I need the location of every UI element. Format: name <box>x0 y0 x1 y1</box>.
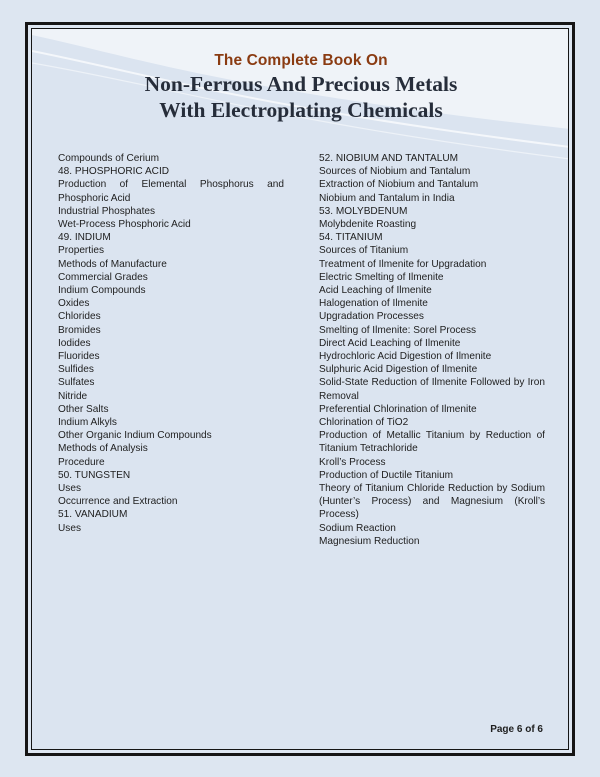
contents-item: (Hunter’s Process) and Magnesium (Kroll’s Process) <box>319 496 545 521</box>
contents-item: Uses <box>58 522 81 534</box>
contents-item: Electric Smelting of Ilmenite <box>319 271 444 283</box>
contents-item: Niobium and Tantalum in India <box>319 192 455 204</box>
contents-item: Extraction of Niobium and Tantalum <box>319 179 479 191</box>
contents-item: Compounds of Cerium <box>58 153 159 164</box>
contents-item: Commercial Grades <box>58 271 148 283</box>
contents-item: Indium Alkyls <box>58 417 117 429</box>
chapter-heading: 51. VANADIUM <box>58 509 128 521</box>
chapter-heading: 50. TUNGSTEN <box>58 469 131 481</box>
contents-item: Halogenation of Ilmenite <box>319 298 428 310</box>
contents-item: Oxides <box>58 298 90 310</box>
contents-item: Kroll’s Process <box>319 456 386 468</box>
contents-item: Production of Elemental Phosphorus and <box>58 179 284 191</box>
contents-right-column <box>319 152 545 548</box>
page-number: Page 6 of 6 <box>490 724 543 735</box>
contents-item: Indium Compounds <box>58 285 146 297</box>
contents-item: Upgradation Processes <box>319 311 424 323</box>
contents-item: Methods of Analysis <box>58 443 148 455</box>
contents-item: Removal <box>319 390 359 402</box>
contents-item: Wet-Process Phosphoric Acid <box>58 219 191 231</box>
contents-item: Sulfates <box>58 377 95 389</box>
contents-item: Theory of Titanium Chloride Reduction by Sodium <box>319 483 545 495</box>
contents-item: Uses <box>58 483 81 495</box>
contents-item: Iodides <box>58 337 91 349</box>
chapter-heading: 54. TITANIUM <box>319 232 383 244</box>
contents-item: Chlorination of TiO2 <box>319 417 409 429</box>
contents-item: Other Salts <box>58 403 109 415</box>
contents-item: Other Organic Indium Compounds <box>58 430 212 442</box>
chapter-heading: 52. NIOBIUM AND TANTALUM <box>319 153 459 164</box>
contents-item: Properties <box>58 245 105 257</box>
contents-item: Sulfides <box>58 364 94 376</box>
contents-item: Sulphuric Acid Digestion of Ilmenite <box>319 364 478 376</box>
contents-item: Bromides <box>58 324 101 336</box>
contents-item: Molybdenite Roasting <box>319 219 417 231</box>
contents-item: Sources of Niobium and Tantalum <box>319 166 471 178</box>
book-subtitle: The Complete Book On <box>214 52 388 69</box>
page-panel <box>31 28 569 750</box>
book-title-line-2: With Electroplating Chemicals <box>159 98 443 122</box>
contents-item: Methods of Manufacture <box>58 258 167 270</box>
contents-item: Nitride <box>58 390 88 402</box>
contents-item: Procedure <box>58 456 105 468</box>
contents-item: Chlorides <box>58 311 101 323</box>
chapter-heading: 49. INDIUM <box>58 232 111 244</box>
contents-item: Sodium Reaction <box>319 522 396 534</box>
contents-item: Solid-State Reduction of Ilmenite Followed by Iron <box>319 377 545 389</box>
contents-item: Fluorides <box>58 351 100 363</box>
contents-item: Preferential Chlorination of Ilmenite <box>319 403 477 415</box>
contents-left-column <box>58 152 284 535</box>
contents-item: Occurrence and Extraction <box>58 496 178 508</box>
contents-item: Magnesium Reduction <box>319 535 420 547</box>
contents-item: Hydrochloric Acid Digestion of Ilmenite <box>319 351 492 363</box>
contents-item: Acid Leaching of Ilmenite <box>319 285 432 297</box>
contents-item: Phosphoric Acid <box>58 192 131 204</box>
chapter-heading: 48. PHOSPHORIC ACID <box>58 166 170 178</box>
contents-item: Industrial Phosphates <box>58 205 156 217</box>
contents-item: Sources of Titanium <box>319 245 409 257</box>
chapter-heading: 53. MOLYBDENUM <box>319 205 408 217</box>
contents-item: Production of Metallic Titanium by Reduction of <box>319 430 545 442</box>
contents-item: Treatment of Ilmenite for Upgradation <box>319 258 487 270</box>
contents-item: Smelting of Ilmenite: Sorel Process <box>319 324 477 336</box>
contents-item: Direct Acid Leaching of Ilmenite <box>319 337 461 349</box>
contents-item: Production of Ductile Titanium <box>319 469 454 481</box>
book-title-line-1: Non-Ferrous And Precious Metals <box>144 72 458 96</box>
book-header <box>32 52 569 122</box>
contents-item: Titanium Tetrachloride <box>319 443 418 455</box>
